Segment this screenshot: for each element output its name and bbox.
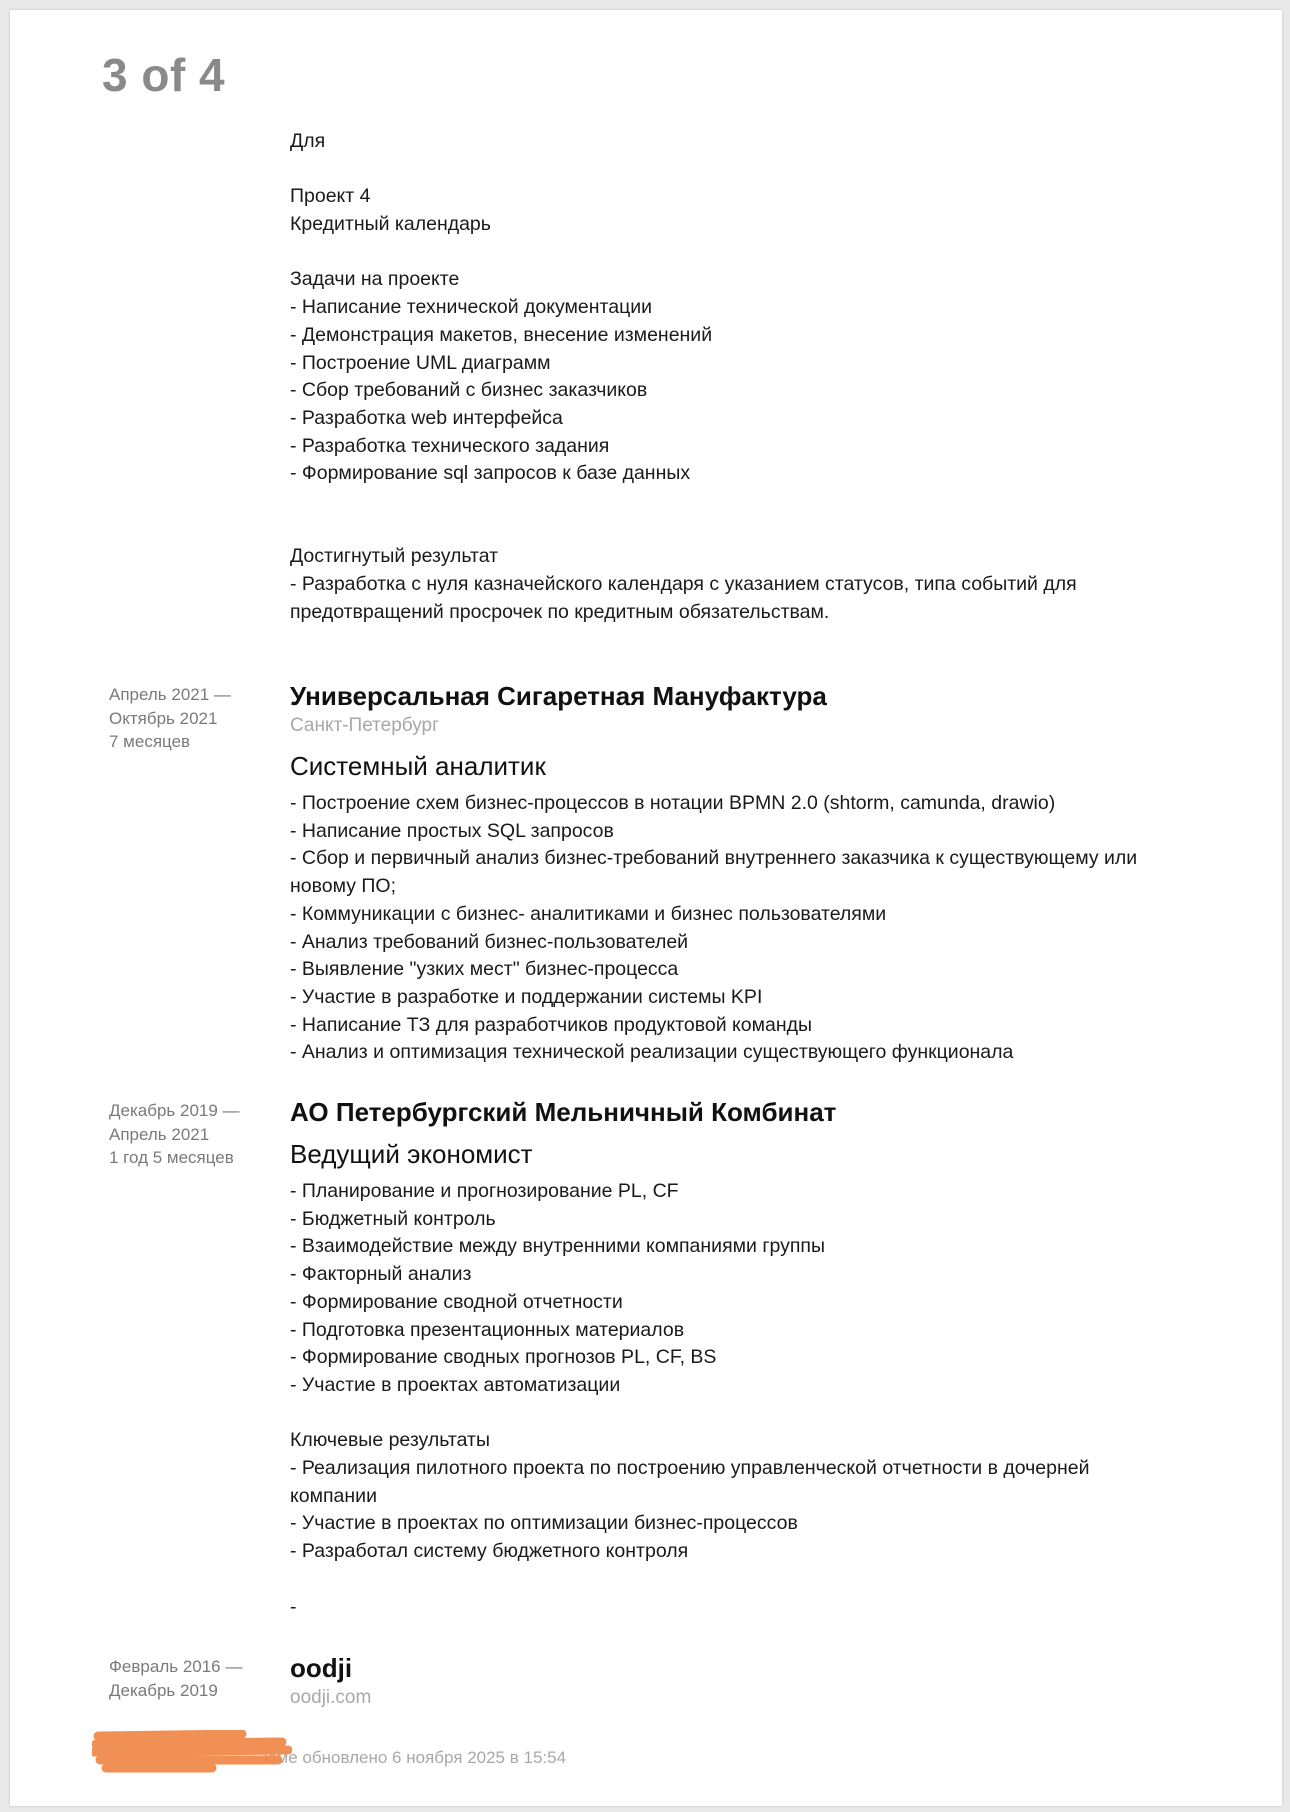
task-item: - Разработка web интерфейса bbox=[290, 407, 563, 429]
duty-item: - Подготовка презентационных материалов bbox=[290, 1318, 685, 1341]
date-start: Февраль 2016 — bbox=[109, 1657, 243, 1676]
result-item: - Участие в проектах по оптимизации бизнес-процессов bbox=[290, 1512, 798, 1535]
duty-item: - Написание простых SQL запросов bbox=[290, 819, 614, 842]
duty-item: - Участие в проектах автоматизации bbox=[290, 1373, 621, 1396]
task-item: - Формирование sql запросов к базе данных bbox=[290, 462, 691, 485]
company-site: oodji.com bbox=[290, 1687, 372, 1708]
project-intro: Для bbox=[290, 130, 326, 152]
job-position: Ведущий экономист bbox=[290, 1139, 533, 1169]
result-heading: Достигнутый результат bbox=[290, 545, 499, 568]
project-name: Проект 4 bbox=[290, 185, 371, 208]
duty-item: - Факторный анализ bbox=[290, 1263, 472, 1286]
duty-item: - Сбор и первичный анализ бизнес-требований внутреннего заказчика к существующему или bbox=[290, 847, 1138, 870]
results-heading: Ключевые результаты bbox=[290, 1429, 490, 1452]
date-start: Декабрь 2019 — bbox=[109, 1101, 240, 1120]
tasks-heading: Задачи на проекте bbox=[290, 268, 460, 291]
project-block bbox=[290, 128, 1230, 626]
duty-item: - Формирование сводных прогнозов PL, CF, BS bbox=[290, 1346, 717, 1369]
result-line: предотвращений просрочек по кредитным обязательствам. bbox=[290, 600, 830, 623]
page-indicator: 3 of 4 bbox=[102, 49, 226, 101]
duty-item: - Участие в разработке и поддержании системы KPI bbox=[290, 985, 763, 1008]
duty-item: - Анализ требований бизнес-пользователей bbox=[290, 930, 689, 953]
duty-item: - Коммуникации с бизнес- аналитиками и бизнес пользователями bbox=[290, 902, 887, 925]
company-city: Санкт-Петербург bbox=[290, 715, 440, 736]
project-title: Кредитный календарь bbox=[290, 213, 491, 236]
duty-item: - Формирование сводной отчетности bbox=[290, 1290, 623, 1313]
task-item: - Сбор требований с бизнес заказчиков bbox=[290, 379, 648, 402]
task-item: - Демонстрация макетов, внесение изменений bbox=[290, 323, 713, 346]
job-entry bbox=[290, 1652, 1230, 1712]
duty-item: - Взаимодействие между внутренними компаниями группы bbox=[290, 1235, 825, 1258]
duty-item: - Планирование и прогнозирование PL, CF bbox=[290, 1180, 679, 1202]
company-name: АО Петербургский Мельничный Комбинат bbox=[290, 1097, 837, 1127]
duration: 1 год 5 месяцев bbox=[109, 1148, 234, 1167]
result-item: - Разработал систему бюджетного контроля bbox=[290, 1540, 689, 1563]
result-line: - Разработка с нуля казначейского календаря с указанием статусов, типа событий для bbox=[290, 572, 1077, 595]
company-name: oodji bbox=[290, 1653, 353, 1683]
duty-item: - Выявление "узких мест" бизнес-процесса bbox=[290, 958, 679, 981]
trailing-dash: - bbox=[290, 1595, 297, 1618]
duty-item: - Написание ТЗ для разработчиков продуктовой команды bbox=[290, 1013, 813, 1036]
duty-item: - Анализ и оптимизация технической реализации существующего функционала bbox=[290, 1041, 1014, 1064]
resume-page bbox=[10, 10, 1282, 1806]
job-dates bbox=[109, 683, 279, 754]
duty-item: - Бюджетный контроль bbox=[290, 1207, 496, 1230]
job-dates bbox=[109, 1099, 279, 1170]
date-end: Апрель 2021 bbox=[109, 1124, 210, 1144]
duration: 7 месяцев bbox=[109, 732, 191, 751]
job-entry bbox=[290, 680, 1230, 1067]
company-name: Универсальная Сигаретная Мануфактура bbox=[290, 681, 827, 711]
task-item: - Построение UML диаграмм bbox=[290, 351, 551, 374]
duty-item: - Построение схем бизнес-процессов в нотации BPMN 2.0 (shtorm, camunda, drawio) bbox=[290, 792, 1056, 814]
footer-updated-note: юме обновлено 6 ноября 2025 в 15:54 bbox=[264, 1748, 567, 1767]
redaction-scribble bbox=[92, 1730, 292, 1774]
result-item: компании bbox=[290, 1484, 377, 1507]
job-entry bbox=[290, 1096, 1230, 1621]
date-end: Октябрь 2021 bbox=[109, 708, 218, 728]
date-end: Декабрь 2019 bbox=[109, 1680, 218, 1700]
job-dates bbox=[109, 1655, 279, 1702]
date-start: Апрель 2021 — bbox=[109, 685, 231, 704]
task-item: - Написание технической документации bbox=[290, 296, 653, 319]
duty-item: новому ПО; bbox=[290, 875, 396, 898]
task-item: - Разработка технического задания bbox=[290, 434, 610, 457]
result-item: - Реализация пилотного проекта по построению управленческой отчетности в дочерней bbox=[290, 1457, 1090, 1480]
job-position: Системный аналитик bbox=[290, 751, 546, 781]
